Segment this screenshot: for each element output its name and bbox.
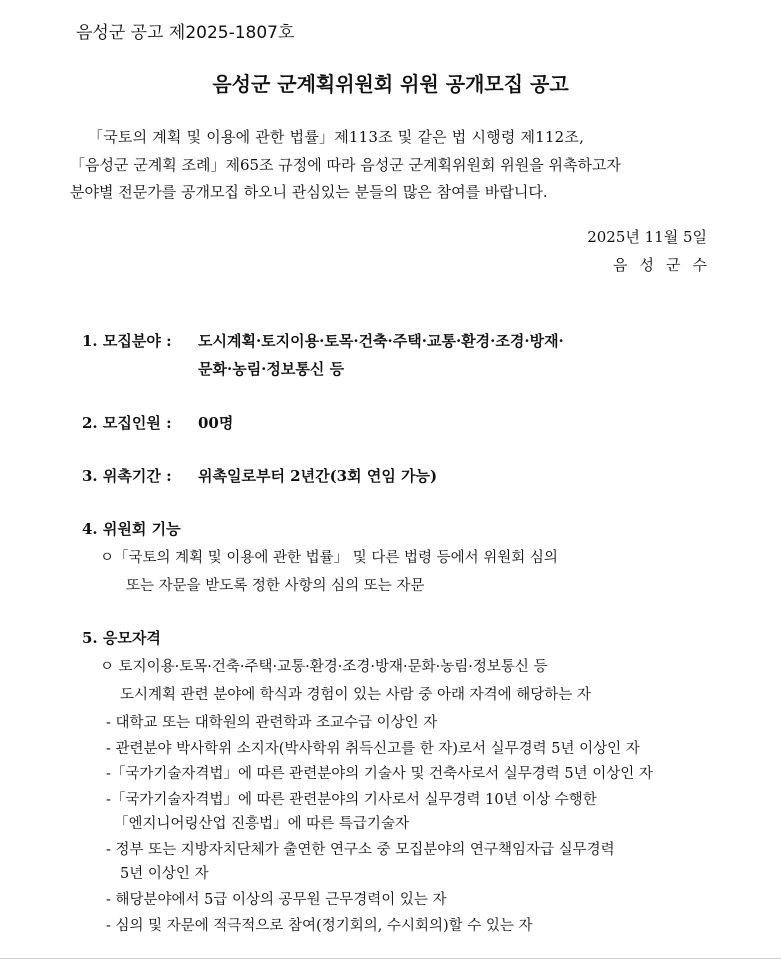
qualification-item: - 정부 또는 지방자치단체가 출연한 연구소 중 모집분야의 연구책임자급 실무경력 [106,842,615,858]
intro-line: 「국토의 계획 및 이용에 관한 법률」제113조 및 같은 법 시행령 제112조, [88,128,585,146]
section-5-bullet: ㅇ 토지이용·토목·건축·주택·교통·환경·조경·방재·문화·농림·정보통신 등 [100,659,548,675]
qualification-item: - 관련분야 박사학위 소지자(박사학위 취득신고를 한 자)로서 실무경력 5년 이상인 자 [106,741,640,757]
section-1-fields-cont: 문화·농림·정보통신 등 [198,360,345,378]
qualification-item: - 심의 및 자문에 적극적으로 참여(정기회의, 수시회의)할 수 있는 자 [106,918,533,934]
section-4-bullet-cont: 또는 자문을 받도록 정한 사항의 심의 또는 자문 [126,578,425,594]
qualification-item: -「국가기술자격법」에 따른 관련분야의 기사로서 실무경력 10년 이상 수행한 [106,792,597,808]
section-3-value: 위촉일로부터 2년간(3회 연임 가능) [198,467,438,485]
notice-date: 2025년 11월 5일 [587,228,707,246]
qualification-item-cont: 「엔지니어링산업 진흥법」에 따른 특급기술자 [114,816,409,832]
qualification-item: -「국가기술자격법」에 따른 관련분야의 기술사 및 건축사로서 실무경력 5년 이상인 자 [106,766,653,782]
section-1-fields: 도시계획·토지이용·토목·건축·주택·교통·환경·조경·방재· [198,332,564,350]
qualification-item-cont: 5년 이상인 자 [120,866,209,882]
page-title: 음성군 군계획위원회 위원 공개모집 공고 [212,72,569,96]
page-divider [0,958,781,959]
notice-number: 음성군 공고 제2025-1807호 [76,23,295,43]
section-3-label: 3. 위촉기간 : [82,467,172,485]
section-2-value: 00명 [198,414,234,432]
section-1-label: 1. 모집분야 : [82,332,172,350]
section-2-label: 2. 모집인원 : [82,414,172,432]
section-5-label: 5. 응모자격 [82,629,161,647]
section-5-bullet-cont: 도시계획 관련 분야에 학식과 경험이 있는 사람 중 아래 자격에 해당하는 자 [120,687,591,703]
intro-line: 「음성군 군계획 조례」제65조 규정에 따라 음성군 군계획위원회 위원을 위촉하고자 [70,156,621,174]
section-4-label: 4. 위원회 기능 [82,520,181,538]
issuer: 음성군수 [613,256,719,274]
qualification-item: - 해당분야에서 5급 이상의 공무원 근무경력이 있는 자 [106,892,447,908]
section-4-bullet: ㅇ「국토의 계획 및 이용에 관한 법률」 및 다른 법령 등에서 위원회 심의 [100,550,558,566]
qualification-item: - 대학교 또는 대학원의 관련학과 조교수급 이상인 자 [106,715,438,731]
intro-line: 분야별 전문가를 공개모집 하오니 관심있는 분들의 많은 참여를 바랍니다. [70,183,548,201]
